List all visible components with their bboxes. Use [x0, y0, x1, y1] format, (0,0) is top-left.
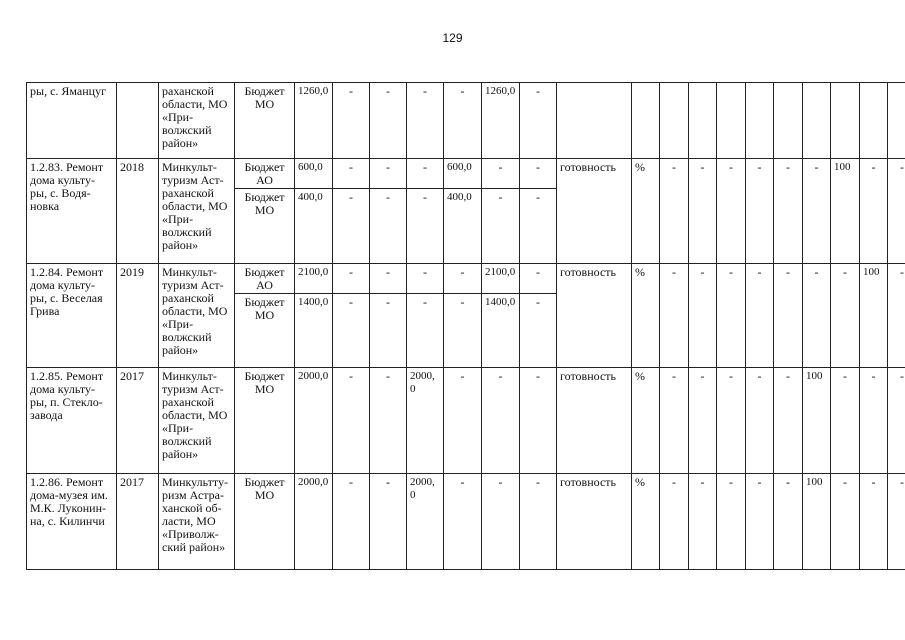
funding-year-cell: - [370, 189, 407, 264]
measure-name-cell: ры, с. Яманцуг [27, 83, 117, 159]
unit-cell: % [632, 368, 660, 474]
funding-year-cell: - [520, 83, 557, 159]
funding-year-cell: 1400,0 [482, 294, 520, 368]
indicator-value-cell: - [803, 264, 831, 368]
indicator-value-cell: - [689, 264, 717, 368]
funding-year-cell: - [482, 189, 520, 264]
indicator-value-cell: 100 [831, 159, 860, 264]
indicator-value-cell [746, 83, 774, 159]
indicator-value-cell: 100 [860, 264, 888, 368]
indicator-value-cell: - [717, 474, 746, 570]
indicator-value-cell: - [717, 264, 746, 368]
funding-year-cell: 600,0 [444, 159, 482, 189]
funding-year-cell: - [444, 368, 482, 474]
funding-source-cell: Бюджет МО [235, 189, 295, 264]
table-row [27, 264, 905, 294]
year-cell: 2018 [117, 159, 159, 264]
indicator-cell [557, 83, 632, 159]
funding-year-cell: - [370, 159, 407, 189]
funding-year-cell: - [520, 264, 557, 294]
indicator-value-cell: - [774, 368, 803, 474]
indicator-value-cell [888, 83, 905, 159]
funding-year-cell: - [333, 474, 370, 570]
executor-cell: Минкульт- туризм Аст- раханской области, МО «При- волжский район» [159, 264, 235, 368]
indicator-value-cell: - [689, 474, 717, 570]
table-row [27, 83, 905, 159]
funding-year-cell: - [333, 264, 370, 294]
program-table [26, 82, 905, 570]
funding-year-cell: - [370, 368, 407, 474]
indicator-value-cell: - [888, 159, 905, 264]
funding-year-cell: 2000,0 [407, 474, 444, 570]
funding-source-cell: Бюджет АО [235, 264, 295, 294]
funding-year-cell: - [407, 264, 444, 294]
indicator-value-cell [860, 83, 888, 159]
funding-source-cell: Бюджет МО [235, 474, 295, 570]
indicator-value-cell: - [689, 159, 717, 264]
funding-year-cell: - [482, 368, 520, 474]
funding-year-cell: - [370, 264, 407, 294]
indicator-value-cell: - [860, 474, 888, 570]
indicator-value-cell [803, 83, 831, 159]
unit-cell: % [632, 474, 660, 570]
indicator-value-cell: 100 [803, 368, 831, 474]
funding-total-cell: 2000,0 [295, 474, 333, 570]
funding-year-cell: - [407, 189, 444, 264]
funding-year-cell: - [407, 83, 444, 159]
executor-cell: Минкульт- туризм Аст- раханской области, МО «При- волжский район» [159, 159, 235, 264]
year-cell: 2019 [117, 264, 159, 368]
indicator-value-cell [717, 83, 746, 159]
funding-year-cell: - [333, 294, 370, 368]
funding-year-cell: - [520, 189, 557, 264]
indicator-cell: готовность [557, 264, 632, 368]
indicator-value-cell: 100 [803, 474, 831, 570]
indicator-value-cell: - [888, 368, 905, 474]
executor-cell: Минкульт- туризм Аст- раханской области, МО «При- волжский район» [159, 368, 235, 474]
funding-total-cell: 600,0 [295, 159, 333, 189]
funding-source-cell: Бюджет МО [235, 83, 295, 159]
funding-year-cell: - [444, 264, 482, 294]
indicator-value-cell: - [860, 159, 888, 264]
indicator-value-cell [831, 83, 860, 159]
indicator-value-cell: - [860, 368, 888, 474]
indicator-value-cell: - [746, 474, 774, 570]
funding-year-cell: 2100,0 [482, 264, 520, 294]
funding-year-cell: - [370, 294, 407, 368]
funding-year-cell: - [333, 159, 370, 189]
indicator-value-cell: - [888, 264, 905, 368]
year-cell: 2017 [117, 368, 159, 474]
indicator-value-cell: - [746, 368, 774, 474]
funding-year-cell: 1260,0 [482, 83, 520, 159]
table-row [27, 474, 905, 570]
funding-total-cell: 1260,0 [295, 83, 333, 159]
indicator-value-cell: - [774, 264, 803, 368]
table-row [27, 368, 905, 474]
page-number: 129 [442, 31, 463, 45]
indicator-value-cell: - [660, 368, 689, 474]
unit-cell [632, 83, 660, 159]
funding-year-cell: - [444, 83, 482, 159]
table-body [27, 83, 905, 570]
indicator-cell: готовность [557, 368, 632, 474]
indicator-value-cell: - [660, 474, 689, 570]
funding-source-cell: Бюджет МО [235, 368, 295, 474]
measure-name-cell: 1.2.85. Ремонт дома культу- ры, п. Стекло- завода [27, 368, 117, 474]
measure-name-cell: 1.2.83. Ремонт дома культу- ры, с. Водя- новка [27, 159, 117, 264]
funding-year-cell: - [407, 159, 444, 189]
indicator-value-cell: - [888, 474, 905, 570]
funding-year-cell: - [407, 294, 444, 368]
unit-cell: % [632, 159, 660, 264]
funding-year-cell: - [333, 83, 370, 159]
funding-total-cell: 2000,0 [295, 368, 333, 474]
funding-year-cell: - [520, 294, 557, 368]
indicator-value-cell: - [746, 159, 774, 264]
indicator-cell: готовность [557, 159, 632, 264]
table-row [27, 159, 905, 189]
measure-name-cell: 1.2.86. Ремонт дома-музея им. М.К. Луконин- на, с. Килинчи [27, 474, 117, 570]
funding-year-cell: - [333, 368, 370, 474]
funding-year-cell: 400,0 [444, 189, 482, 264]
indicator-value-cell: - [717, 368, 746, 474]
unit-cell: % [632, 264, 660, 368]
funding-year-cell: - [370, 474, 407, 570]
funding-total-cell: 400,0 [295, 189, 333, 264]
funding-total-cell: 1400,0 [295, 294, 333, 368]
indicator-value-cell [689, 83, 717, 159]
year-cell [117, 83, 159, 159]
indicator-value-cell: - [774, 474, 803, 570]
funding-source-cell: Бюджет МО [235, 294, 295, 368]
indicator-value-cell: - [660, 159, 689, 264]
indicator-value-cell: - [831, 474, 860, 570]
indicator-value-cell: - [803, 159, 831, 264]
indicator-value-cell: - [660, 264, 689, 368]
indicator-value-cell: - [746, 264, 774, 368]
year-cell: 2017 [117, 474, 159, 570]
funding-year-cell: 2000,0 [407, 368, 444, 474]
indicator-value-cell: - [774, 159, 803, 264]
indicator-value-cell: - [831, 264, 860, 368]
indicator-cell: готовность [557, 474, 632, 570]
funding-year-cell: - [520, 474, 557, 570]
funding-year-cell: - [444, 294, 482, 368]
indicator-value-cell: - [689, 368, 717, 474]
indicator-value-cell [660, 83, 689, 159]
indicator-value-cell: - [831, 368, 860, 474]
indicator-value-cell [774, 83, 803, 159]
funding-source-cell: Бюджет АО [235, 159, 295, 189]
executor-cell: Минкульттy- ризм Астра- ханской об- ласти, МО «Приволж- ский район» [159, 474, 235, 570]
funding-year-cell: - [482, 159, 520, 189]
measure-name-cell: 1.2.84. Ремонт дома культу- ры, с. Веселая Грива [27, 264, 117, 368]
indicator-value-cell: - [717, 159, 746, 264]
executor-cell: раханской области, МО «При- волжский район» [159, 83, 235, 159]
funding-year-cell: - [520, 159, 557, 189]
funding-total-cell: 2100,0 [295, 264, 333, 294]
funding-year-cell: - [520, 368, 557, 474]
funding-year-cell: - [370, 83, 407, 159]
funding-year-cell: - [333, 189, 370, 264]
funding-year-cell: - [444, 474, 482, 570]
funding-year-cell: - [482, 474, 520, 570]
